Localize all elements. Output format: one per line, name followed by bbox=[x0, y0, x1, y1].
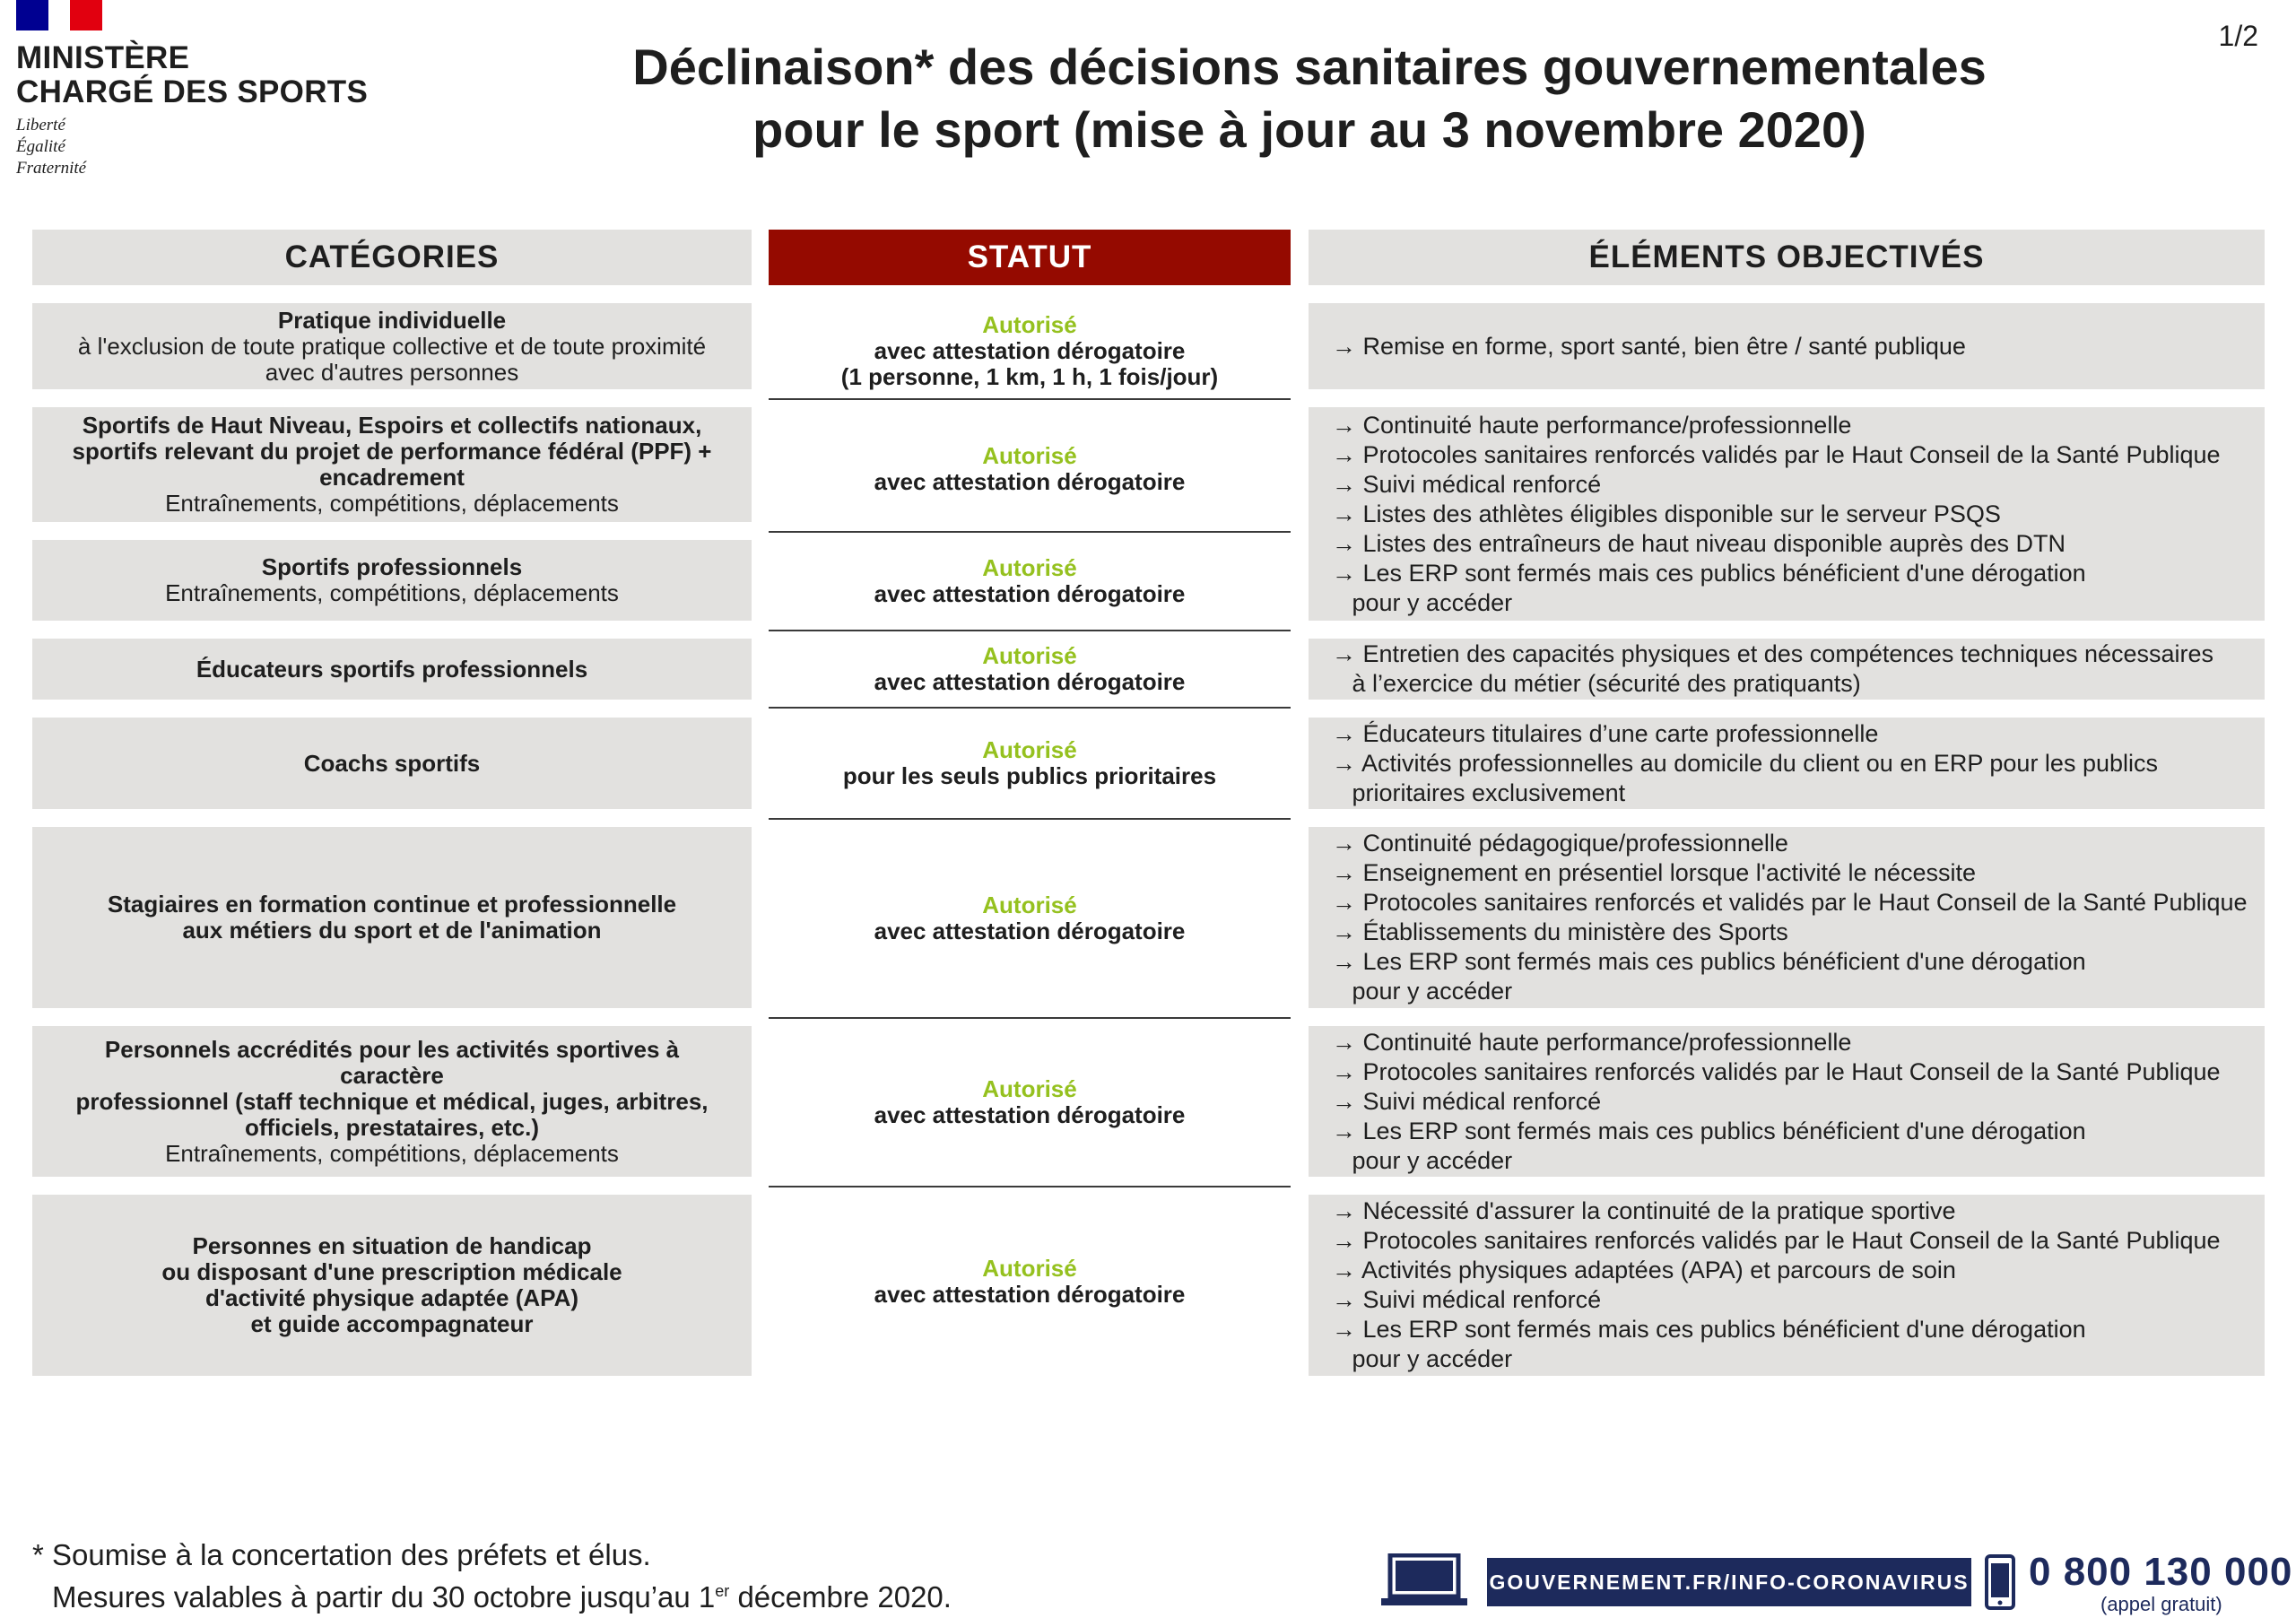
category-cell-professional-athletes bbox=[32, 540, 752, 621]
element-item: → Protocoles sanitaires renforcés validés par le Haut Conseil de la Santé Publique bbox=[1332, 440, 2221, 468]
category-title: Coachs sportifs bbox=[303, 749, 481, 777]
ministry-name: MINISTÈRE CHARGÉ DES SPORTS bbox=[16, 40, 369, 109]
category-title: Éducateurs sportifs professionnels bbox=[196, 655, 588, 683]
status-cell bbox=[769, 631, 1291, 709]
category-cell-individual bbox=[32, 303, 752, 389]
elements-cell-merged bbox=[1309, 407, 2265, 621]
status-detail: pour les seuls publics prioritaires bbox=[842, 762, 1217, 789]
header-elements: ÉLÉMENTS OBJECTIVÉS bbox=[1309, 230, 2265, 285]
status-cell bbox=[769, 407, 1291, 533]
element-item: → Suivi médical renforcé bbox=[1332, 1286, 1602, 1313]
status-cell bbox=[769, 820, 1291, 1019]
status-detail: avec attestation dérogatoire bbox=[874, 668, 1186, 695]
element-item: → Les ERP sont fermés mais ces publics bénéficient d'une dérogation bbox=[1332, 559, 2086, 587]
element-item-cont: prioritaires exclusivement bbox=[1332, 779, 1626, 806]
element-item-cont: pour y accéder bbox=[1332, 588, 1513, 616]
status-authorized: Autorisé bbox=[982, 736, 1077, 763]
category-cell-trainees bbox=[32, 827, 752, 1008]
header-status: STATUT bbox=[769, 230, 1291, 285]
element-item: → Listes des athlètes éligibles disponible sur le serveur PSQS bbox=[1332, 500, 2001, 527]
gov-website-link[interactable]: GOUVERNEMENT.FR/INFO-CORONAVIRUS bbox=[1487, 1558, 1971, 1606]
page-title: Déclinaison* des décisions sanitaires gouvernementales pour le sport (mise à jour au 3 novembre 2020) bbox=[632, 39, 1987, 158]
element-item-cont: pour y accéder bbox=[1332, 978, 1513, 1005]
status-cell bbox=[769, 1187, 1291, 1376]
category-title: Personnels accrédités pour les activités sportives à caractère professionnel (staff technique et médical, juges, arbitres, officiels, prestataires, etc.) bbox=[75, 1035, 709, 1141]
elements-cell bbox=[1309, 303, 2265, 389]
category-title: Sportifs professionnels bbox=[261, 553, 523, 580]
status-authorized: Autorisé bbox=[982, 892, 1077, 918]
status-authorized: Autorisé bbox=[982, 442, 1077, 469]
status-detail: avec attestation dérogatoire bbox=[874, 580, 1186, 607]
category-cell-educators bbox=[32, 639, 752, 700]
elements-cell bbox=[1309, 1026, 2265, 1177]
element-item: → Remise en forme, sport santé, bien être / santé publique bbox=[1332, 332, 1966, 360]
element-item: → Suivi médical renforcé bbox=[1332, 470, 1602, 498]
category-cell-coaches bbox=[32, 718, 752, 809]
element-item-cont: pour y accéder bbox=[1332, 1345, 1513, 1372]
category-cell-disability bbox=[32, 1195, 752, 1376]
republic-motto: Liberté Égalité Fraternité bbox=[16, 116, 87, 178]
category-detail: à l'exclusion de toute pratique collective et de toute proximité avec d'autres personnes bbox=[77, 332, 707, 386]
element-item: → Protocoles sanitaires renforcés validés par le Haut Conseil de la Santé Publique bbox=[1332, 1227, 2221, 1254]
status-cell bbox=[769, 303, 1291, 400]
category-title: Sportifs de Haut Niveau, Espoirs et collectifs nationaux, sportifs relevant du projet de performance fédéral (PPF) + encadrement bbox=[72, 412, 712, 491]
status-authorized: Autorisé bbox=[982, 310, 1077, 338]
elements-cell bbox=[1309, 639, 2265, 700]
element-item: → Enseignement en présentiel lorsque l'activité le nécessite bbox=[1332, 859, 1977, 886]
status-detail: avec attestation dérogatoire bbox=[874, 468, 1186, 495]
element-item: → Protocoles sanitaires renforcés validés par le Haut Conseil de la Santé Publique bbox=[1332, 1057, 2221, 1085]
category-detail: Entraînements, compétitions, déplacements bbox=[165, 490, 619, 517]
status-detail: avec attestation dérogatoire bbox=[874, 918, 1186, 944]
footnote: * Soumise à la concertation des préfets et élus. Mesures valables à partir du 30 octobre jusqu’au 1er décembre 2020. bbox=[32, 1538, 952, 1614]
element-item: → Éducateurs titulaires d’une carte professionnelle bbox=[1332, 719, 1879, 747]
status-authorized: Autorisé bbox=[982, 1255, 1077, 1282]
status-authorized: Autorisé bbox=[982, 1075, 1077, 1102]
category-title: Stagiaires en formation continue et professionnelle aux métiers du sport et de l'animation bbox=[107, 891, 677, 944]
element-item: → Nécessité d'assurer la continuité de la pratique sportive bbox=[1332, 1197, 1956, 1224]
hotline-note: (appel gratuit) bbox=[2100, 1593, 2222, 1615]
page-number: 1/2 bbox=[2218, 20, 2258, 52]
element-item: → Les ERP sont fermés mais ces publics bénéficient d'une dérogation bbox=[1332, 1117, 2086, 1144]
element-item: → Continuité haute performance/professionnelle bbox=[1332, 1028, 1852, 1056]
status-authorized: Autorisé bbox=[982, 642, 1077, 669]
status-detail: avec attestation dérogatoire (1 personne, 1 km, 1 h, 1 fois/jour) bbox=[840, 336, 1219, 390]
status-cell bbox=[769, 709, 1291, 820]
category-title: Pratique individuelle bbox=[277, 306, 507, 334]
element-item: → Protocoles sanitaires renforcés et validés par le Haut Conseil de la Santé Publique bbox=[1332, 889, 2248, 916]
status-detail: avec attestation dérogatoire bbox=[874, 1281, 1186, 1308]
category-detail: Entraînements, compétitions, déplacements bbox=[165, 579, 619, 606]
element-item: → Établissements du ministère des Sports bbox=[1332, 918, 1788, 945]
republic-flag-logo bbox=[16, 0, 102, 30]
status-detail: avec attestation dérogatoire bbox=[874, 1101, 1186, 1128]
status-cell bbox=[769, 1019, 1291, 1187]
element-item: → Continuité pédagogique/professionnelle bbox=[1332, 830, 1788, 857]
header-categories: CATÉGORIES bbox=[32, 230, 752, 285]
element-item: → Les ERP sont fermés mais ces publics bénéficient d'une dérogation bbox=[1332, 1316, 2086, 1343]
phone-icon bbox=[1984, 1554, 2016, 1610]
category-detail: Entraînements, compétitions, déplacements bbox=[165, 1139, 619, 1167]
status-cell bbox=[769, 533, 1291, 631]
element-item: → Listes des entraîneurs de haut niveau disponible auprès des DTN bbox=[1332, 529, 2066, 557]
element-item: → Activités physiques adaptées (APA) et parcours de soin bbox=[1332, 1257, 1956, 1283]
category-cell-high-level bbox=[32, 407, 752, 522]
category-cell-accredited-staff bbox=[32, 1026, 752, 1177]
category-title: Personnes en situation de handicap ou disposant d'une prescription médicale d'activité physique adaptée (APA) et guide accompagnateur bbox=[161, 1232, 622, 1337]
elements-cell bbox=[1309, 827, 2265, 1008]
element-item: → Activités professionnelles au domicile du client ou en ERP pour les publics bbox=[1332, 749, 2158, 777]
element-item: → Continuité haute performance/professionnelle bbox=[1332, 411, 1852, 439]
elements-cell bbox=[1309, 718, 2265, 809]
element-item-cont: à l’exercice du métier (sécurité des pratiquants) bbox=[1332, 670, 1861, 697]
hotline-number[interactable]: 0 800 130 000 bbox=[2029, 1550, 2293, 1594]
laptop-icon bbox=[1381, 1553, 1467, 1607]
element-item: → Entretien des capacités physiques et des compétences techniques nécessaires bbox=[1332, 640, 2214, 667]
status-authorized: Autorisé bbox=[982, 554, 1077, 581]
elements-cell bbox=[1309, 1195, 2265, 1376]
element-item-cont: pour y accéder bbox=[1332, 1146, 1513, 1174]
element-item: → Suivi médical renforcé bbox=[1332, 1087, 1602, 1115]
element-item: → Les ERP sont fermés mais ces publics bénéficient d'une dérogation bbox=[1332, 948, 2086, 975]
